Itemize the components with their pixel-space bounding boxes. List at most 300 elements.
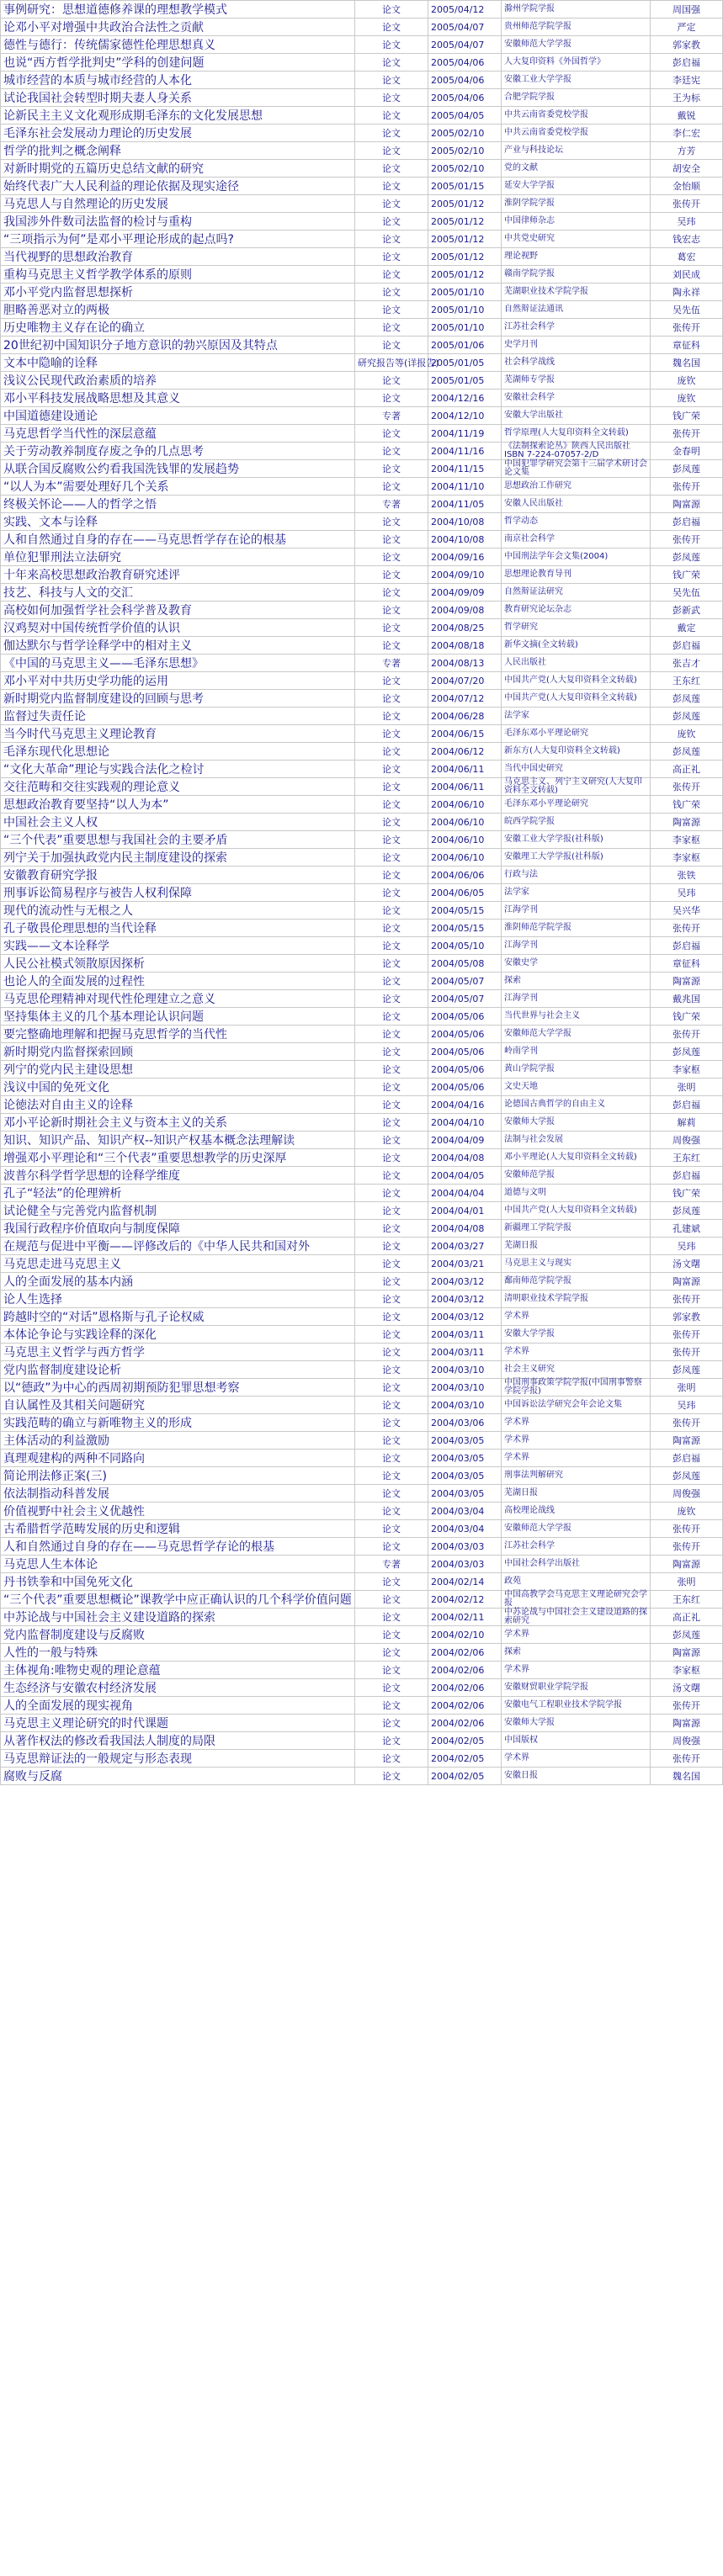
- publication-title-link[interactable]: 马克思辩证法的一般规定与形态表现: [3, 1752, 192, 1766]
- publication-title-link[interactable]: 事例研究：思想道德修养课的理想教学模式: [3, 3, 227, 17]
- publication-title-link[interactable]: 马克思走进马克思主义: [3, 1258, 121, 1271]
- publication-title-link[interactable]: 德性与德行：传统儒家德性伦理思想真义: [3, 39, 215, 52]
- table-row: [1, 1538, 723, 1556]
- publication-title-link[interactable]: 重构马克思主义哲学教学体系的原则: [3, 268, 192, 282]
- publication-title-link[interactable]: 人的全面发展的基本内涵: [3, 1275, 133, 1289]
- table-row: [1, 1379, 723, 1397]
- publication-source-cell: 探索: [502, 973, 651, 990]
- table-row: [1, 584, 723, 602]
- publication-type-cell: 论文: [355, 54, 428, 72]
- publication-title-link[interactable]: 人民公社模式领散原因探析: [3, 957, 145, 971]
- publication-title-link[interactable]: 邓小平党内监督思想探析: [3, 286, 133, 299]
- publication-source-cell: 中国共产党(人大复印资料全文转载): [502, 1202, 651, 1220]
- publication-title-link[interactable]: 党内监督制度建设论析: [3, 1364, 121, 1377]
- publication-title-link[interactable]: 马克思主义理论研究的时代课题: [3, 1717, 168, 1731]
- publication-title-link[interactable]: 毛泽东社会发展动力理论的历史发展: [3, 127, 192, 140]
- publication-source-cell: 《法制探索论丛》陕西人民出版社 ISBN 7-224-07057-2/D: [502, 443, 651, 460]
- publication-title-link[interactable]: 马克思人生本体论: [3, 1558, 98, 1572]
- publication-title-cell: [1, 531, 355, 549]
- publication-title-link[interactable]: 跨越时空的“对话”恩格斯与孔子论权威: [3, 1311, 205, 1324]
- publication-source-cell: 中国社会科学出版社: [502, 1556, 651, 1573]
- publications-table-body: [1, 1, 723, 1785]
- publication-type-cell: 论文: [355, 973, 428, 990]
- publication-title-link[interactable]: 《中国的马克思主义——毛泽东思想》: [3, 657, 204, 671]
- publication-author-cell: 彭凤莲: [651, 1467, 723, 1485]
- publication-author-cell: 李仁宏: [651, 125, 723, 142]
- publication-source-cell: 安徽师范学报: [502, 1167, 651, 1185]
- publication-author-cell: 周俊强: [651, 1485, 723, 1503]
- publication-type-cell: 论文: [355, 1, 428, 19]
- publication-title-link[interactable]: 单位犯罪刑法立法研究: [3, 551, 121, 564]
- publication-title-link[interactable]: 从联合国反腐败公约看我国洗钱罪的发展趋势: [3, 463, 239, 476]
- publication-title-link[interactable]: 安徽教育研究学报: [3, 869, 98, 883]
- publication-author-cell: 郭家教: [651, 36, 723, 54]
- publication-type-cell: 论文: [355, 1732, 428, 1750]
- publication-source-cell: 安徽工业大学学报(社科版): [502, 831, 651, 849]
- publication-source-cell: 贵州师范学院学报: [502, 19, 651, 36]
- publication-source-cell: 安徽工业大学学报: [502, 72, 651, 89]
- publication-date-cell: 2004/05/06: [428, 1043, 502, 1061]
- publication-author-cell: 彭启福: [651, 637, 723, 655]
- publication-date-cell: 2005/01/12: [428, 231, 502, 248]
- publication-title-link[interactable]: 主体视角:唯物史观的理论意蕴: [3, 1664, 161, 1678]
- publication-title-link[interactable]: 邓小平论新时期社会主义与资本主义的关系: [3, 1116, 227, 1130]
- publication-type-cell: 论文: [355, 1185, 428, 1202]
- table-row: [1, 531, 723, 549]
- publication-title-link[interactable]: 论徳法对自由主义的诠释: [3, 1099, 133, 1112]
- publication-type-cell: 论文: [355, 1149, 428, 1167]
- publication-date-cell: 2004/05/15: [428, 920, 502, 937]
- publication-title-link[interactable]: 生态经济与安徽农村经济发展: [3, 1682, 157, 1695]
- publication-type-cell: 论文: [355, 1273, 428, 1291]
- publication-author-cell: 张传开: [651, 319, 723, 337]
- publication-source-cell: 人大复印资料《外国哲学》: [502, 54, 651, 72]
- publication-source-cell: 鄱南师范学院学报: [502, 1273, 651, 1291]
- publication-title-link[interactable]: 中国社会主义人权: [3, 816, 98, 830]
- publication-source-cell: 安徽大学学报: [502, 1326, 651, 1344]
- publication-title-link[interactable]: 列宁的党内民主建设思想: [3, 1063, 133, 1077]
- table-row: [1, 125, 723, 142]
- table-row: [1, 761, 723, 778]
- publication-title-link[interactable]: 思想政治教育要坚持“以人为本”: [3, 798, 169, 812]
- publication-title-link[interactable]: “文化大革命”理论与实践合法化之检讨: [3, 763, 205, 777]
- publication-date-cell: 2005/04/05: [428, 107, 502, 125]
- publication-author-cell: 孔建斌: [651, 1220, 723, 1238]
- publication-title-cell: [1, 778, 355, 796]
- publication-title-cell: [1, 1326, 355, 1344]
- publication-title-link[interactable]: 当代视野的思想政治教育: [3, 251, 133, 264]
- publication-date-cell: 2005/01/10: [428, 301, 502, 319]
- publication-date-cell: 2004/08/18: [428, 637, 502, 655]
- publication-source-cell: 学术界: [502, 1432, 651, 1450]
- publication-title-link[interactable]: 也说“西方哲学批判史”学科的创建问题: [3, 56, 205, 70]
- publication-title-cell: [1, 1079, 355, 1096]
- publication-title-link[interactable]: 古希腊哲学范畴发展的历史和逻辑: [3, 1523, 180, 1536]
- table-row: [1, 1026, 723, 1043]
- publication-title-link[interactable]: 哲学的批判之概念阐释: [3, 145, 121, 158]
- publication-source-cell: 毛泽东邓小平理论研究: [502, 725, 651, 743]
- publication-title-link[interactable]: 毛泽东现代化思想论: [3, 745, 109, 759]
- table-row: [1, 1326, 723, 1344]
- publication-title-link[interactable]: 文本中隐喻的诠释: [3, 357, 98, 370]
- publication-type-cell: 论文: [355, 531, 428, 549]
- table-row: [1, 1149, 723, 1167]
- publication-title-cell: [1, 1609, 355, 1626]
- publication-title-cell: [1, 1149, 355, 1167]
- publication-title-link[interactable]: 价值视野中社会主义优越性: [3, 1505, 145, 1519]
- publication-author-cell: 周国强: [651, 1, 723, 19]
- publication-title-link[interactable]: 人的全面发展的现实视角: [3, 1699, 133, 1713]
- publication-date-cell: 2005/01/06: [428, 337, 502, 354]
- publication-source-cell: 当代中国史研究: [502, 761, 651, 778]
- publication-title-cell: [1, 1768, 355, 1785]
- table-row: [1, 1573, 723, 1591]
- publication-title-cell: [1, 266, 355, 284]
- table-row: [1, 443, 723, 460]
- publication-title-link[interactable]: 关于劳动教养制度存废之争的几点思考: [3, 445, 204, 458]
- publication-title-cell: [1, 1167, 355, 1185]
- publication-title-link[interactable]: “三项指示为何”是邓小平理论形成的起点吗?: [3, 233, 234, 246]
- publication-title-cell: [1, 1573, 355, 1591]
- publication-title-link[interactable]: 试论健全与完善党内监督机制: [3, 1205, 157, 1218]
- publication-author-cell: 陶富源: [651, 973, 723, 990]
- publication-author-cell: 彭凤莲: [651, 743, 723, 761]
- publication-title-link[interactable]: 监督过失责任论: [3, 710, 86, 724]
- table-row: [1, 937, 723, 955]
- publication-date-cell: 2005/04/07: [428, 36, 502, 54]
- publication-author-cell: 葛宏: [651, 248, 723, 266]
- publication-source-cell: 淮阴师范学院学报: [502, 920, 651, 937]
- table-row: [1, 831, 723, 849]
- table-row: [1, 1361, 723, 1379]
- publication-author-cell: 彭启福: [651, 1167, 723, 1185]
- publication-title-link[interactable]: 终极关怀论——人的哲学之悟: [3, 498, 157, 511]
- publication-title-cell: [1, 1397, 355, 1414]
- publication-title-link[interactable]: 也论人的全面发展的过程性: [3, 975, 145, 989]
- publication-title-link[interactable]: 本体论争论与实践诠释的深化: [3, 1328, 157, 1342]
- publication-author-cell: 王东红: [651, 1149, 723, 1167]
- publication-author-cell: 陶永祥: [651, 284, 723, 301]
- table-row: [1, 1220, 723, 1238]
- publication-title-cell: [1, 672, 355, 690]
- publication-title-link[interactable]: 从著作权法的修改看我国法人制度的局限: [3, 1735, 215, 1748]
- publication-source-cell: 学术界: [502, 1308, 651, 1326]
- publication-title-link[interactable]: 波普尔科学哲学思想的诠释学维度: [3, 1169, 180, 1183]
- publication-title-link[interactable]: 新时期党内监督探索回顾: [3, 1046, 133, 1059]
- publication-source-cell: 文史天地: [502, 1079, 651, 1096]
- table-row: [1, 1114, 723, 1132]
- publication-type-cell: 专著: [355, 655, 428, 672]
- publication-title-link[interactable]: 伽达默尔与哲学诠释学中的相对主义: [3, 639, 192, 653]
- publication-source-cell: 新东方(人大复印资料全文转载): [502, 743, 651, 761]
- publication-title-link[interactable]: 真理观建构的两种不同路向: [3, 1452, 145, 1466]
- publication-type-cell: 论文: [355, 1061, 428, 1079]
- publication-type-cell: 论文: [355, 1255, 428, 1273]
- publication-type-cell: 论文: [355, 36, 428, 54]
- publication-title-link[interactable]: 坚持集体主义的几个基本理论认识问题: [3, 1010, 204, 1024]
- publication-title-link[interactable]: 人性的一般与特殊: [3, 1646, 98, 1660]
- table-row: [1, 213, 723, 231]
- publication-title-link[interactable]: “三个代表”重要思想概论”课教学中应正确认识的几个科学价值问题: [3, 1593, 352, 1607]
- table-row: [1, 690, 723, 708]
- publication-title-link[interactable]: 我国涉外件数司法监督的检讨与重构: [3, 215, 192, 229]
- publication-title-link[interactable]: 中国道德建设通论: [3, 410, 98, 423]
- publication-source-cell: 政苑: [502, 1573, 651, 1591]
- publication-date-cell: 2004/03/12: [428, 1308, 502, 1326]
- publication-author-cell: 陶富源: [651, 814, 723, 831]
- publication-date-cell: 2004/02/10: [428, 1626, 502, 1644]
- publication-source-cell: 思想理论教育导刊: [502, 566, 651, 584]
- publication-title-link[interactable]: 浅议中国的免死文化: [3, 1081, 109, 1095]
- table-row: [1, 1185, 723, 1202]
- publication-author-cell: 胡安全: [651, 160, 723, 178]
- publication-type-cell: 论文: [355, 884, 428, 902]
- publication-author-cell: 张传开: [651, 1026, 723, 1043]
- publication-title-cell: [1, 955, 355, 973]
- publication-date-cell: 2004/06/06: [428, 867, 502, 884]
- publication-date-cell: 2004/03/10: [428, 1397, 502, 1414]
- publication-source-cell: 清明职业技术学院学报: [502, 1291, 651, 1308]
- publication-title-cell: [1, 708, 355, 725]
- publication-title-link[interactable]: 马克思主义哲学与西方哲学: [3, 1346, 145, 1360]
- publication-title-link[interactable]: 胆略善恶对立的两极: [3, 304, 109, 317]
- publication-title-link[interactable]: 汉鸡契对中国传统哲学价值的认识: [3, 622, 180, 635]
- publication-title-cell: [1, 248, 355, 266]
- publication-type-cell: 论文: [355, 814, 428, 831]
- publication-title-link[interactable]: 主体活动的利益激励: [3, 1434, 109, 1448]
- table-row: [1, 1520, 723, 1538]
- publication-author-cell: 严定: [651, 19, 723, 36]
- publication-date-cell: 2004/06/10: [428, 814, 502, 831]
- publication-title-cell: [1, 1043, 355, 1061]
- publication-author-cell: 陶富源: [651, 1432, 723, 1450]
- publication-type-cell: 论文: [355, 195, 428, 213]
- publication-title-link[interactable]: 刑事诉讼简易程序与被告人权利保障: [3, 887, 192, 900]
- publication-title-link[interactable]: 试论我国社会转型时期夫妻人身关系: [3, 92, 192, 105]
- table-row: [1, 1008, 723, 1026]
- publication-title-link[interactable]: 人和自然通过自身的存在——马克思哲学存论的根基: [3, 1540, 274, 1554]
- publication-type-cell: 论文: [355, 1043, 428, 1061]
- publication-type-cell: 论文: [355, 1308, 428, 1326]
- publication-type-cell: 论文: [355, 761, 428, 778]
- publication-title-cell: [1, 1096, 355, 1114]
- table-row: [1, 1043, 723, 1061]
- publication-title-link[interactable]: 现代的流动性与无根之人: [3, 904, 133, 918]
- table-row: [1, 1662, 723, 1679]
- publication-type-cell: 论文: [355, 1679, 428, 1697]
- publication-source-cell: 江苏社会科学: [502, 1538, 651, 1556]
- publication-source-cell: 安徽人民出版社: [502, 496, 651, 513]
- publication-date-cell: 2004/06/05: [428, 884, 502, 902]
- publication-source-cell: 岭南学刊: [502, 1043, 651, 1061]
- publication-title-link[interactable]: 依法制指动科普发展: [3, 1487, 109, 1501]
- publication-title-link[interactable]: 马克思人与自然理论的历史发展: [3, 198, 168, 211]
- publication-title-cell: [1, 1432, 355, 1450]
- publication-source-cell: 人民出版社: [502, 655, 651, 672]
- table-row: [1, 602, 723, 619]
- table-row: [1, 1609, 723, 1626]
- publication-title-cell: [1, 1202, 355, 1220]
- publication-title-cell: [1, 319, 355, 337]
- publication-date-cell: 2004/10/08: [428, 531, 502, 549]
- publication-title-link[interactable]: 党内监督制度建设与反腐败: [3, 1629, 145, 1642]
- publication-title-cell: [1, 584, 355, 602]
- publication-author-cell: 张传开: [651, 478, 723, 496]
- publication-source-cell: 中共云南省委党校学报: [502, 107, 651, 125]
- publication-title-link[interactable]: 孔子“轻法”的伦理辨析: [3, 1187, 122, 1201]
- publication-date-cell: 2004/06/11: [428, 778, 502, 796]
- publication-title-cell: [1, 1414, 355, 1432]
- publication-date-cell: 2004/02/05: [428, 1750, 502, 1768]
- publication-title-link[interactable]: 邓小平对中共历史学功能的运用: [3, 675, 168, 688]
- publication-title-link[interactable]: 对新时期党的五篇历史总结文献的研究: [3, 162, 204, 176]
- publication-title-link[interactable]: 增强邓小平理论和“三个代表”重要思想教学的历史深厚: [3, 1152, 287, 1165]
- publication-date-cell: 2004/05/06: [428, 1026, 502, 1043]
- publication-type-cell: 论文: [355, 902, 428, 920]
- publication-title-link[interactable]: 简论刑法修正案(三): [3, 1470, 107, 1483]
- publication-source-cell: 滁州学院学报: [502, 1, 651, 19]
- publication-date-cell: 2004/03/04: [428, 1520, 502, 1538]
- publication-author-cell: 吴玮: [651, 213, 723, 231]
- publication-type-cell: 论文: [355, 89, 428, 107]
- publication-title-cell: [1, 1114, 355, 1132]
- publication-source-cell: 江海学刊: [502, 902, 651, 920]
- publication-title-cell: [1, 690, 355, 708]
- publication-date-cell: 2004/02/06: [428, 1715, 502, 1732]
- publication-title-link[interactable]: 在规范与促进中平衡——评修改后的《中华人民共和国对外: [3, 1240, 310, 1254]
- publication-title-link[interactable]: 实践、文本与诠释: [3, 516, 98, 529]
- publication-date-cell: 2005/02/10: [428, 142, 502, 160]
- publication-title-link[interactable]: 论新民主主义文化观形成期毛泽东的文化发展思想: [3, 109, 263, 123]
- table-row: [1, 1397, 723, 1414]
- publication-type-cell: 论文: [355, 231, 428, 248]
- publication-title-link[interactable]: 丹书铁拳和中国免死文化: [3, 1576, 133, 1589]
- publication-author-cell: 王为标: [651, 89, 723, 107]
- publication-title-link[interactable]: 20世纪初中国知识分子地方意识的勃兴原因及其特点: [3, 339, 278, 352]
- publication-title-link[interactable]: 城市经营的本质与城市经营的人本化: [3, 74, 192, 87]
- publication-title-link[interactable]: 要完整确地理解和把握马克思哲学的当代性: [3, 1028, 227, 1042]
- publication-date-cell: 2004/02/06: [428, 1662, 502, 1679]
- publication-author-cell: 彭启福: [651, 1450, 723, 1467]
- publication-title-link[interactable]: 邓小平科技发展战略思想及其意义: [3, 392, 180, 405]
- publication-title-link[interactable]: 十年来高校思想政治教育研究述评: [3, 569, 180, 582]
- publication-title-link[interactable]: 马克思哲学当代性的深层意蕴: [3, 427, 157, 441]
- publication-type-cell: 论文: [355, 743, 428, 761]
- publication-title-link[interactable]: 马克思伦理精神对现代性伦理建立之意义: [3, 993, 215, 1006]
- publication-author-cell: 陶富源: [651, 1715, 723, 1732]
- table-row: [1, 566, 723, 584]
- publication-source-cell: 高校理论战线: [502, 1503, 651, 1520]
- publication-title-cell: [1, 831, 355, 849]
- publication-title-cell: [1, 1308, 355, 1326]
- publication-title-link[interactable]: 孔子敬畏伦理思想的当代诠释: [3, 922, 157, 936]
- publication-source-cell: 学术界: [502, 1662, 651, 1679]
- publication-title-link[interactable]: 历史唯物主义存在论的确立: [3, 321, 145, 335]
- publication-type-cell: 论文: [355, 390, 428, 407]
- publication-source-cell: 江海学刊: [502, 990, 651, 1008]
- publication-type-cell: 论文: [355, 284, 428, 301]
- table-row: [1, 1697, 723, 1715]
- publication-title-link[interactable]: 知识、知识产品、知识产权--知识产权基本概念法理解读: [3, 1134, 295, 1148]
- publication-date-cell: 2004/03/06: [428, 1414, 502, 1432]
- publication-author-cell: 张传开: [651, 425, 723, 443]
- publication-type-cell: 论文: [355, 849, 428, 867]
- publication-title-link[interactable]: 列宁关于加强执政党内民主制度建设的探索: [3, 851, 227, 865]
- publication-title-link[interactable]: 交往范畴和交往实践观的理论意义: [3, 781, 180, 794]
- publication-title-cell: [1, 1238, 355, 1255]
- publication-author-cell: 刘民成: [651, 266, 723, 284]
- publication-title-link[interactable]: 当今时代马克思主义理论教育: [3, 728, 157, 741]
- publication-type-cell: 论文: [355, 1644, 428, 1662]
- publication-source-cell: 安徽师大学报: [502, 1715, 651, 1732]
- publication-title-link[interactable]: 技艺、科技与人文的交汇: [3, 586, 133, 600]
- publication-date-cell: 2004/03/05: [428, 1432, 502, 1450]
- publication-title-link[interactable]: “三个代表”重要思想与我国社会的主要矛盾: [3, 834, 228, 847]
- publication-source-cell: 中国高教学会马克思主义理论研究会学报: [502, 1591, 651, 1609]
- publication-author-cell: 彭凤莲: [651, 1626, 723, 1644]
- publication-title-cell: [1, 142, 355, 160]
- publication-title-cell: [1, 1520, 355, 1538]
- publication-date-cell: 2005/01/12: [428, 248, 502, 266]
- publication-author-cell: 高正礼: [651, 761, 723, 778]
- table-row: [1, 814, 723, 831]
- publication-date-cell: 2004/08/25: [428, 619, 502, 637]
- publication-type-cell: 论文: [355, 584, 428, 602]
- table-row: [1, 195, 723, 213]
- publication-title-cell: [1, 566, 355, 584]
- publication-title-cell: [1, 36, 355, 54]
- publication-author-cell: 彭新武: [651, 602, 723, 619]
- publication-title-link[interactable]: 浅议公民现代政治素质的培养: [3, 374, 157, 388]
- publication-type-cell: 论文: [355, 831, 428, 849]
- publication-title-link[interactable]: 论人生选择: [3, 1293, 62, 1307]
- publication-date-cell: 2004/04/16: [428, 1096, 502, 1114]
- publication-title-link[interactable]: 我国行政程序价值取向与制度保障: [3, 1222, 180, 1236]
- publication-type-cell: 论文: [355, 443, 428, 460]
- publication-type-cell: 论文: [355, 1626, 428, 1644]
- table-row: [1, 372, 723, 390]
- publication-title-link[interactable]: 实践范畴的确立与新唯物主义的形成: [3, 1417, 192, 1430]
- publication-source-cell: 中国版权: [502, 1732, 651, 1750]
- publication-title-cell: [1, 1026, 355, 1043]
- publication-title-link[interactable]: 以“德政”为中心的西周初期预防犯罪思想考察: [3, 1381, 240, 1395]
- publication-type-cell: 论文: [355, 1750, 428, 1768]
- publication-title-link[interactable]: “以人为本”需要处理好几个关系: [3, 480, 169, 494]
- table-row: [1, 778, 723, 796]
- publication-source-cell: 马克思主义与现实: [502, 1255, 651, 1273]
- table-row: [1, 160, 723, 178]
- publication-title-link[interactable]: 实践——文本诠释学: [3, 940, 109, 953]
- publication-source-cell: 法学家: [502, 708, 651, 725]
- table-row: [1, 478, 723, 496]
- publication-author-cell: 汤文曙: [651, 1679, 723, 1697]
- publication-title-link[interactable]: 腐败与反腐: [3, 1770, 62, 1784]
- publication-title-link[interactable]: 中苏论战与中国社会主义建设道路的探索: [3, 1611, 215, 1625]
- publication-title-link[interactable]: 自认属性及其相关问题研究: [3, 1399, 145, 1413]
- publication-type-cell: 论文: [355, 1432, 428, 1450]
- publication-title-link[interactable]: 高校如何加强哲学社会科学普及教育: [3, 604, 192, 617]
- publication-source-cell: 法制与社会发展: [502, 1132, 651, 1149]
- publication-source-cell: 思想政治工作研究: [502, 478, 651, 496]
- publication-title-link[interactable]: 论邓小平对增强中共政治合法性之贡献: [3, 21, 204, 34]
- publication-title-link[interactable]: 始终代表广大人民利益的理论依据及现实途径: [3, 180, 239, 193]
- publication-title-link[interactable]: 人和自然通过自身的存在——马克思哲学存在论的根基: [3, 533, 286, 547]
- publication-source-cell: 学术界: [502, 1344, 651, 1361]
- publication-title-cell: [1, 178, 355, 195]
- publication-author-cell: 周俊强: [651, 1732, 723, 1750]
- publication-title-link[interactable]: 新时期党内监督制度建设的回顾与思考: [3, 692, 204, 706]
- publication-date-cell: 2005/04/06: [428, 89, 502, 107]
